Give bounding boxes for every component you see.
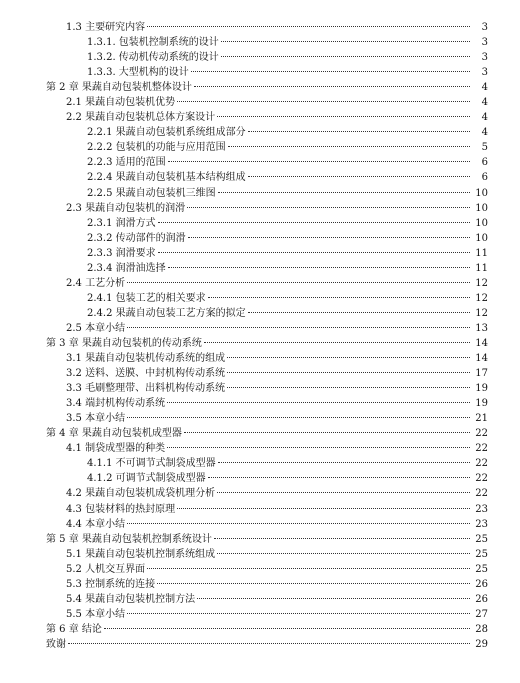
toc-entry-page-number: 11 [475,247,488,259]
toc-entry[interactable] [0,456,520,471]
toc-entry-page-number: 3 [481,22,488,33]
toc-entry[interactable] [0,517,520,532]
toc-entry-page-number: 6 [481,157,488,169]
dot-leader [248,131,470,132]
toc-entry[interactable] [0,80,520,95]
toc-entry-title: 第 4 章 果蔬自动包装机成型器 [46,428,182,440]
toc-entry-title: 4.1.2 可调节式制袋成型器 [87,473,206,485]
dot-leader [177,508,470,509]
toc-entry-title: 3.1 果蔬自动包装机传动系统的组成 [66,353,226,365]
dot-leader [221,41,470,42]
toc-entry-page-number: 3 [481,52,488,64]
toc-entry-title: 5.3 控制系统的连接 [66,578,156,590]
dot-leader [217,116,470,117]
toc-entry-title: 2.3.4 润滑油选择 [87,262,166,274]
toc-entry[interactable] [0,547,520,562]
toc-entry[interactable] [0,110,520,125]
toc-entry[interactable] [0,95,520,110]
toc-entry-page-number: 26 [475,593,488,605]
toc-entry-title: 2.4 工艺分析 [66,277,126,289]
toc-entry-title: 3.2 送料、送膜、中封机构传动系统 [66,368,226,380]
toc-entry[interactable] [0,532,520,547]
table-of-contents [0,20,520,652]
toc-entry-title: 2.2.1 果蔬自动包装机系统组成部分 [87,127,246,139]
toc-entry-page-number: 23 [475,518,488,530]
toc-entry-page-number: 12 [475,307,488,319]
toc-entry[interactable] [0,231,520,246]
toc-entry-page-number: 17 [475,368,488,380]
dot-leader [194,86,470,87]
toc-entry[interactable] [0,276,520,291]
toc-entry[interactable] [0,201,520,216]
toc-entry-page-number: 26 [475,578,488,590]
toc-entry-page-number: 4 [481,82,488,94]
dot-leader [204,342,470,343]
dot-leader [191,71,470,72]
toc-entry[interactable] [0,170,520,185]
dot-leader [168,161,470,162]
toc-entry[interactable] [0,35,520,50]
toc-entry-page-number: 22 [475,458,488,470]
toc-entry[interactable] [0,125,520,140]
toc-entry-page-number: 5 [481,142,488,154]
toc-entry-title: 2.4.1 包装工艺的相关要求 [87,292,206,304]
dot-leader [208,297,470,298]
dot-leader [248,312,470,313]
dot-leader [158,222,470,223]
toc-entry[interactable] [0,502,520,517]
toc-entry-title: 3.3 毛刷整理带、出料机构传动系统 [66,383,226,395]
toc-entry-title: 1.3.2. 传动机传动系统的设计 [87,52,219,64]
toc-entry-title: 2.3.1 润滑方式 [87,217,156,229]
toc-entry[interactable] [0,411,520,426]
toc-entry-title: 2.5 本章小结 [66,322,126,334]
toc-entry-page-number: 19 [475,398,488,410]
toc-entry[interactable] [0,426,520,441]
toc-entry[interactable] [0,336,520,351]
toc-entry[interactable] [0,592,520,607]
toc-entry-title: 2.2.3 适用的范围 [87,157,166,169]
toc-entry-title: 2.2.4 果蔬自动包装机基本结构组成 [87,172,246,184]
toc-entry-title: 5.1 果蔬自动包装机控制系统组成 [66,548,216,560]
dot-leader [187,207,470,208]
toc-entry[interactable] [0,381,520,396]
toc-entry[interactable] [0,155,520,170]
dot-leader [127,417,470,418]
toc-entry-title: 1.3.1. 包装机控制系统的设计 [87,37,219,49]
dot-leader [127,613,470,614]
dot-leader [127,282,470,283]
toc-entry[interactable] [0,306,520,321]
toc-entry-title: 5.5 本章小结 [66,608,126,620]
dot-leader [208,477,470,478]
toc-entry[interactable] [0,321,520,336]
dot-leader [221,56,470,57]
toc-entry-page-number: 3 [481,67,488,79]
toc-entry[interactable] [0,366,520,381]
dot-leader [197,598,470,599]
toc-entry-title: 2.2 果蔬自动包装机总体方案设计 [66,112,216,124]
dot-leader [127,327,470,328]
toc-entry-page-number: 22 [475,488,488,500]
dot-leader [218,192,470,193]
dot-leader [218,462,470,463]
toc-entry[interactable] [0,140,520,155]
toc-entry-page-number: 3 [481,37,488,49]
toc-entry-page-number: 10 [475,187,488,199]
toc-entry-title: 2.1 果蔬自动包装机优势 [66,97,176,109]
toc-entry[interactable] [0,607,520,622]
toc-entry-title: 第 2 章 果蔬自动包装机整体设计 [46,82,192,94]
toc-entry-title: 2.3.2 传动部件的润滑 [87,232,186,244]
toc-entry-title: 3.5 本章小结 [66,413,126,425]
toc-entry-page-number: 14 [475,353,488,365]
toc-entry-page-number: 13 [475,322,488,334]
toc-entry-page-number: 14 [475,337,488,349]
toc-entry-title: 1.3 主要研究内容 [66,22,146,33]
toc-entry[interactable] [0,291,520,306]
toc-entry-page-number: 12 [475,292,488,304]
toc-entry-page-number: 27 [475,608,488,620]
toc-entry[interactable] [0,486,520,501]
toc-entry-title: 4.1.1 不可调节式制袋成型器 [87,458,216,470]
dot-leader [167,447,470,448]
toc-entry[interactable] [0,577,520,592]
toc-entry-page-number: 4 [481,97,488,109]
dot-leader [167,402,470,403]
toc-entry-page-number: 19 [475,383,488,395]
dot-leader [248,176,470,177]
dot-leader [184,432,470,433]
toc-entry-page-number: 4 [481,112,488,124]
toc-entry-title: 1.3.3. 大型机构的设计 [87,67,189,79]
dot-leader [188,237,470,238]
dot-leader [227,357,470,358]
toc-entry-title: 2.3.3 润滑要求 [87,247,156,259]
toc-entry-title: 4.4 本章小结 [66,518,126,530]
toc-entry[interactable] [0,65,520,80]
toc-entry-title: 2.4.2 果蔬自动包装工艺方案的拟定 [87,307,246,319]
toc-entry-title: 第 3 章 果蔬自动包装机的传动系统 [46,337,202,349]
toc-entry-title: 4.1 制袋成型器的种类 [66,443,166,455]
dot-leader [228,146,470,147]
dot-leader [147,26,470,27]
toc-entry-page-number: 10 [475,232,488,244]
toc-entry[interactable] [0,216,520,231]
toc-entry-page-number: 22 [475,473,488,485]
toc-entry-title: 2.2.2 包装机的功能与应用范围 [87,142,226,154]
toc-entry[interactable] [0,471,520,486]
dot-leader [104,628,470,629]
toc-entry-title: 致谢 [46,638,66,650]
dot-leader [168,267,470,268]
toc-entry-page-number: 23 [475,503,488,515]
toc-entry[interactable] [0,396,520,411]
toc-entry-title: 2.3 果蔬自动包装机的润滑 [66,202,186,214]
dot-leader [157,583,470,584]
toc-entry-page-number: 11 [475,262,488,274]
toc-entry[interactable] [0,351,520,366]
dot-leader [68,643,470,644]
toc-entry-page-number: 28 [475,623,488,635]
dot-leader [227,372,470,373]
dot-leader [127,523,470,524]
toc-entry-page-number: 25 [475,563,488,575]
toc-entry-title: 4.3 包装材料的热封原理 [66,503,176,515]
toc-entry-page-number: 10 [475,217,488,229]
dot-leader [214,538,470,539]
toc-entry[interactable] [0,20,520,35]
toc-entry-title: 3.4 端封机构传动系统 [66,398,166,410]
toc-entry-page-number: 10 [475,202,488,214]
toc-entry[interactable] [0,50,520,65]
toc-entry-title: 4.2 果蔬自动包装机成袋机理分析 [66,488,216,500]
dot-leader [158,252,470,253]
toc-entry[interactable] [0,562,520,577]
toc-entry-title: 第 5 章 果蔬自动包装机控制系统设计 [46,533,212,545]
dot-leader [147,568,470,569]
toc-entry[interactable] [0,186,520,201]
toc-entry[interactable] [0,637,520,652]
toc-entry-page-number: 25 [475,548,488,560]
toc-entry[interactable] [0,246,520,261]
toc-entry-page-number: 12 [475,277,488,289]
toc-entry-page-number: 29 [475,638,488,650]
toc-entry[interactable] [0,441,520,456]
toc-entry-page-number: 25 [475,533,488,545]
toc-entry-title: 5.2 人机交互界面 [66,563,146,575]
toc-entry-page-number: 4 [481,127,488,139]
toc-entry-page-number: 22 [475,428,488,440]
dot-leader [217,553,470,554]
toc-entry-page-number: 22 [475,443,488,455]
dot-leader [227,387,470,388]
toc-entry-title: 2.2.5 果蔬自动包装机三维图 [87,187,216,199]
toc-entry[interactable] [0,622,520,637]
toc-entry-title: 第 6 章 结论 [46,623,102,635]
dot-leader [177,101,470,102]
toc-entry[interactable] [0,261,520,276]
toc-entry-title: 5.4 果蔬自动包装机控制方法 [66,593,196,605]
toc-entry-page-number: 6 [481,172,488,184]
toc-entry-page-number: 21 [475,413,488,425]
dot-leader [217,492,470,493]
